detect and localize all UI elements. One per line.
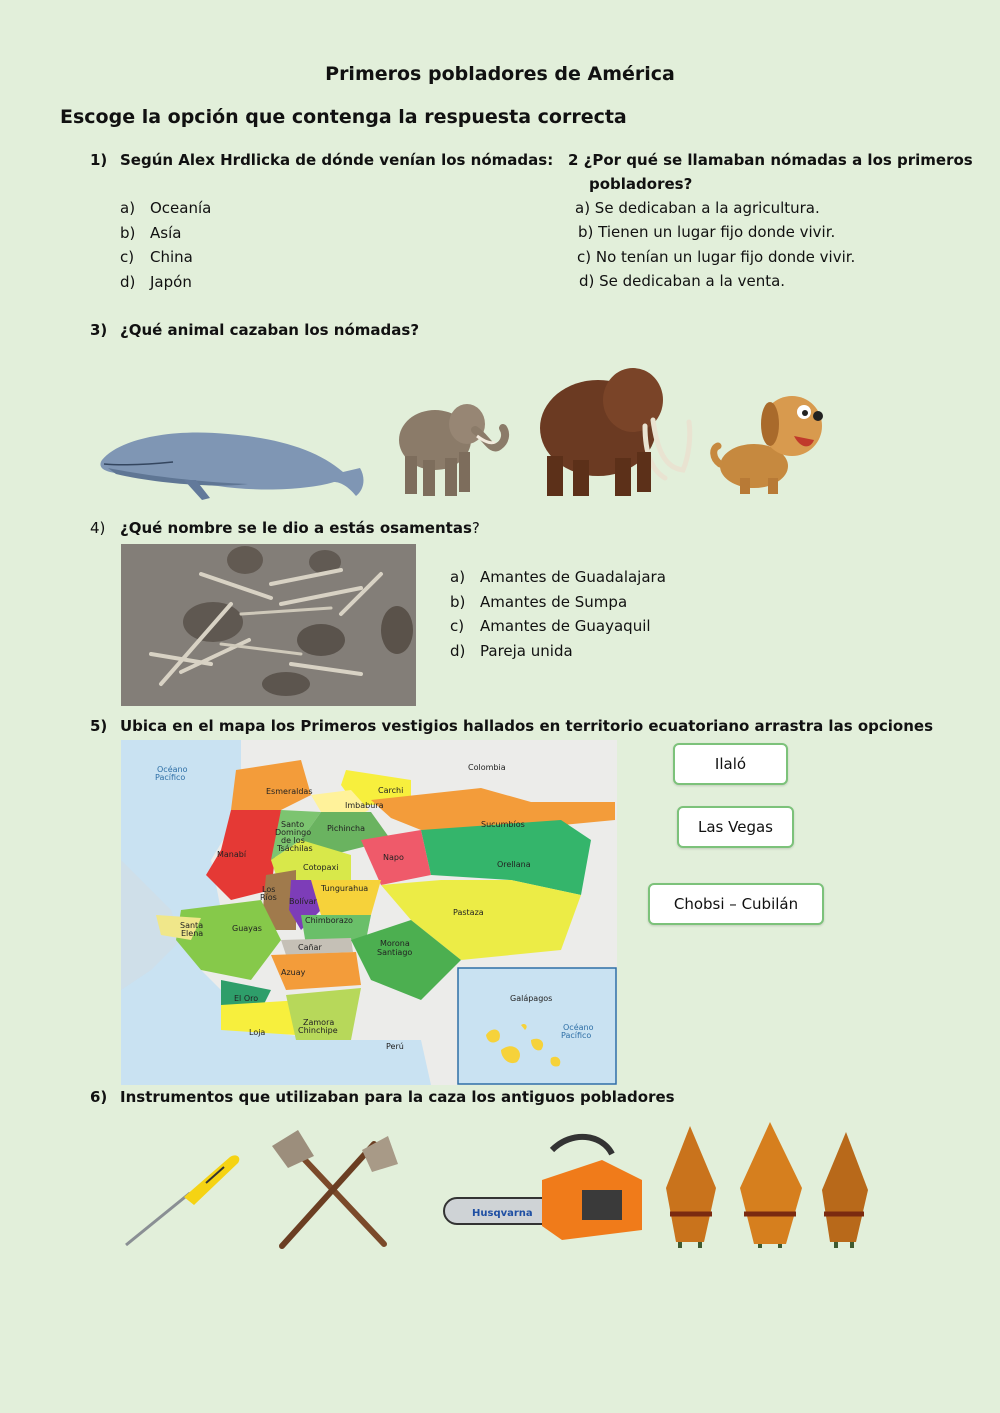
- map-label-sucumbios: Sucumbíos: [481, 820, 525, 829]
- q1-option-a[interactable]: [120, 199, 211, 224]
- map-label-pastaza: Pastaza: [453, 908, 484, 917]
- instructions-heading: Escoge la opción que contenga la respuesta correcta: [60, 106, 627, 128]
- map-label-santo1: Santo: [281, 820, 305, 829]
- q2-text-line1: 2 ¿Por qué se llamaban nómadas a los primeros: [568, 151, 973, 169]
- map-label-peru: Perú: [386, 1042, 404, 1051]
- mammoth-image[interactable]: [533, 360, 698, 500]
- map-label-chimborazo: Chimborazo: [305, 916, 353, 925]
- map-label-losrios2: Ríos: [260, 893, 277, 902]
- q2-option-a[interactable]: a) Se dedicaban a la agricultura.: [575, 199, 820, 217]
- q4-option-text: Amantes de Guayaquil: [480, 617, 651, 635]
- q1-option-text: Asía: [150, 223, 182, 242]
- q4-option-letter: a): [450, 568, 466, 586]
- q4-question: [120, 519, 480, 537]
- map-label-morona1: Morona: [380, 939, 410, 948]
- q4-options: [450, 568, 666, 666]
- map-label-santaelena1: Santa: [180, 921, 204, 930]
- map-label-oceano2: Océano: [563, 1023, 594, 1032]
- skeletons-image[interactable]: [121, 544, 416, 706]
- drag-option-ilalo[interactable]: Ilaló: [673, 743, 788, 785]
- q4-text: ¿Qué nombre se le dio a estás osamentas: [120, 519, 472, 537]
- q1-option-text: China: [150, 248, 193, 266]
- q3-text: ¿Qué animal cazaban los nómadas?: [120, 321, 420, 339]
- map-label-cotopaxi: Cotopaxi: [303, 863, 339, 872]
- map-label-santo4: Tsáchilas: [277, 844, 313, 853]
- q1-option-text: Japón: [150, 272, 192, 291]
- drag-option-las-vegas[interactable]: Las Vegas: [677, 806, 794, 848]
- q1-option-letter: b): [120, 223, 136, 242]
- q4-option-letter: b): [450, 592, 466, 611]
- q4-option-c[interactable]: [450, 617, 666, 642]
- map-label-azuay: Azuay: [281, 968, 306, 977]
- q4-option-letter: c): [450, 617, 465, 635]
- q2-option-c[interactable]: c) No tenían un lugar fijo donde vivir.: [577, 248, 856, 266]
- drag-option-chobsi-cubilan[interactable]: Chobsi – Cubilán: [648, 883, 824, 925]
- map-label-guayas: Guayas: [232, 924, 262, 933]
- q4-text-end: ?: [471, 519, 480, 537]
- map-label-santo3: de los: [281, 836, 305, 845]
- q1-option-d[interactable]: [120, 273, 211, 298]
- page-title: Primeros pobladores de América: [325, 63, 675, 85]
- elephant-image[interactable]: [395, 390, 510, 500]
- q2-text-line2: pobladores?: [589, 175, 693, 193]
- q4-option-a[interactable]: [450, 568, 666, 593]
- q1-option-text: Oceanía: [150, 199, 212, 217]
- map-label-santo2: Domingo: [275, 828, 312, 837]
- q1-option-letter: a): [120, 199, 136, 217]
- chainsaw-brand: Husqvarna: [472, 1208, 533, 1219]
- q1-number: 1): [90, 151, 108, 169]
- q4-option-text: Amantes de Guadalajara: [480, 568, 666, 586]
- q1-option-b[interactable]: [120, 224, 211, 249]
- q6-number: 6): [90, 1088, 108, 1106]
- map-label-eloro: El Oro: [234, 994, 259, 1003]
- map-label-carchi: Carchi: [378, 786, 404, 795]
- q1-option-letter: d): [120, 272, 136, 291]
- map-label-santaelena2: Elena: [181, 929, 204, 938]
- map-label-manabi: Manabí: [217, 850, 247, 859]
- map-label-zamora1: Zamora: [303, 1018, 335, 1027]
- q1-options: [120, 199, 211, 297]
- q4-option-text: Pareja unida: [480, 641, 573, 660]
- stone-axes-image[interactable]: [268, 1122, 400, 1250]
- q1-option-c[interactable]: [120, 248, 211, 273]
- q2-option-d[interactable]: d) Se dedicaban a la venta.: [579, 272, 786, 290]
- q4-option-text: Amantes de Sumpa: [480, 592, 628, 611]
- screwdriver-image[interactable]: [120, 1145, 245, 1250]
- q3-number: 3): [90, 321, 108, 339]
- q6-text: Instrumentos que utilizaban para la caza los antiguos pobladores: [120, 1088, 675, 1106]
- map-label-orellana: Orellana: [497, 860, 531, 869]
- q1-text: Según Alex Hrdlicka de dónde venían los nómadas:: [120, 151, 554, 169]
- stone-points-image[interactable]: [660, 1118, 870, 1248]
- map-label-esmeraldas: Esmeraldas: [266, 787, 313, 796]
- ecuador-map[interactable]: [121, 740, 617, 1085]
- map-label-napo: Napo: [383, 853, 404, 862]
- map-label-morona2: Santiago: [377, 948, 413, 957]
- q4-option-b[interactable]: [450, 593, 666, 618]
- map-label-bolivar: Bolívar: [289, 897, 317, 906]
- map-label-losrios1: Los: [262, 885, 276, 894]
- q2-option-b[interactable]: b) Tienen un lugar fijo donde vivir.: [578, 223, 836, 241]
- map-label-pacifico2: Pacífico: [561, 1031, 592, 1040]
- q5-text: Ubica en el mapa los Primeros vestigios hallados en territorio ecuatoriano arrastra las opciones: [120, 717, 934, 735]
- map-label-pacifico1: Pacífico: [155, 773, 186, 782]
- whale-image[interactable]: [98, 420, 368, 502]
- chainsaw-image[interactable]: [442, 1130, 647, 1245]
- map-label-colombia: Colombia: [468, 763, 506, 772]
- q4-option-d[interactable]: [450, 642, 666, 667]
- map-label-pichincha: Pichincha: [327, 824, 366, 833]
- map-label-imbabura: Imbabura: [345, 801, 384, 810]
- q1-option-letter: c): [120, 248, 135, 266]
- map-label-galapagos: Galápagos: [510, 994, 553, 1003]
- dog-image[interactable]: [710, 388, 830, 498]
- q5-number: 5): [90, 717, 108, 735]
- map-label-canar: Cañar: [298, 943, 322, 952]
- map-label-loja: Loja: [249, 1028, 266, 1037]
- q4-option-letter: d): [450, 641, 466, 660]
- map-label-tungurahua: Tungurahua: [321, 884, 369, 893]
- map-label-oceano1: Océano: [157, 765, 188, 774]
- map-label-zamora2: Chinchipe: [298, 1026, 338, 1035]
- q4-number: 4): [90, 519, 106, 537]
